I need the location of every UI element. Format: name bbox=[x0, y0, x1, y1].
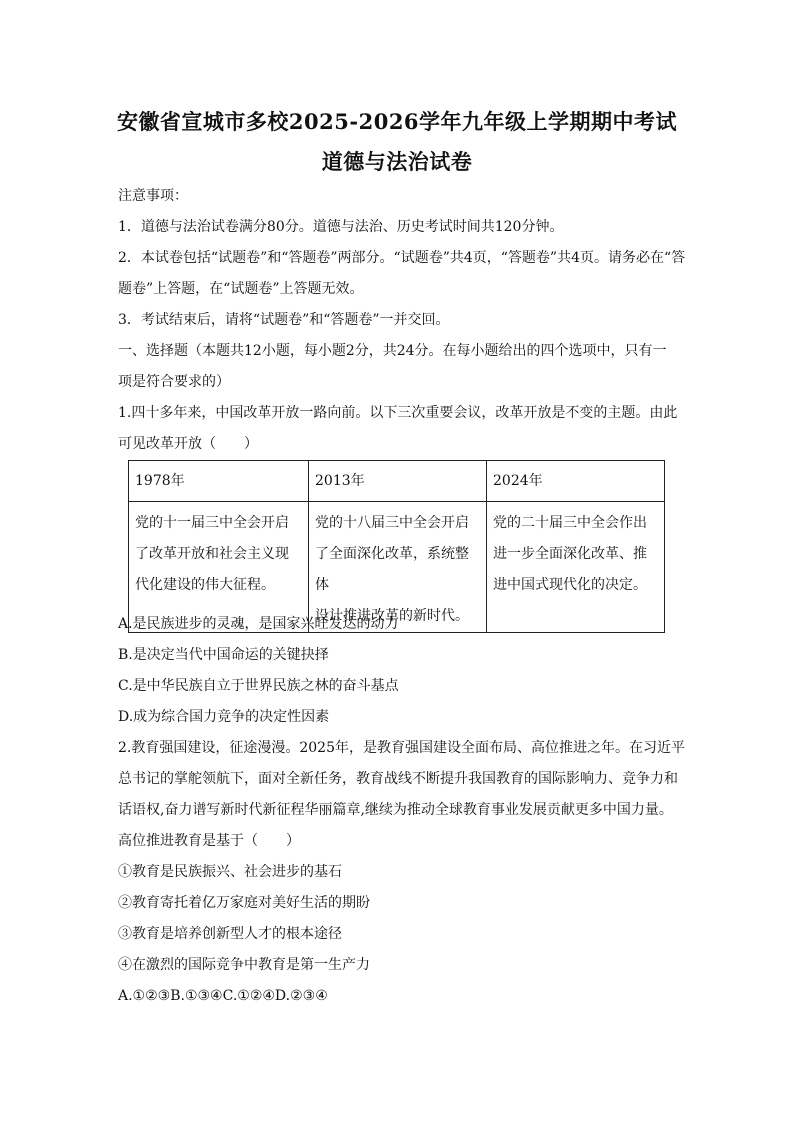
q1-stem-cont: 可见改革开放（ ） bbox=[118, 436, 258, 452]
exam-subtitle: 道德与法治试卷 bbox=[321, 149, 473, 174]
table-header-2013: 2013年 bbox=[309, 461, 487, 502]
q1-option-d: D.成为综合国力竞争的决定性因素 bbox=[118, 709, 330, 725]
q1-stem: 1.四十多年来，中国改革开放一路向前。以下三次重要会议，改革开放是不变的主题。由此 bbox=[118, 405, 678, 421]
q2-stem-cont: 话语权,奋力谱写新时代新征程华丽篇章,继续为推动全球教育事业发展贡献更多中国力量。 bbox=[118, 802, 673, 818]
notice-item-3: 3．考试结束后，请将“试题卷”和“答题卷”一并交回。 bbox=[118, 312, 450, 328]
q2-answer-options: A.①②③B.①③④C.①②④D.②③④ bbox=[118, 988, 328, 1004]
q2-stem-cont: 总书记的掌舵领航下，面对全新任务，教育战线不断提升我国教育的国际影响力、竞争力和 bbox=[118, 771, 678, 787]
q2-statement-1: ①教育是民族振兴、社会进步的基石 bbox=[118, 864, 342, 880]
table-header-row bbox=[129, 461, 665, 502]
q2-statement-4: ④在激烈的国际竞争中教育是第一生产力 bbox=[118, 957, 370, 973]
table-header-2024: 2024年 bbox=[487, 461, 665, 502]
q1-option-a: A.是民族进步的灵魂，是国家兴旺发达的动力 bbox=[118, 616, 399, 632]
notice-item-1: 1．道德与法治试卷满分80分。道德与法治、历史考试时间共120分钟。 bbox=[118, 219, 564, 235]
cell-line: 设计推进改革的新时代。 bbox=[315, 608, 469, 624]
q2-stem-cont: 高位推进教育是基于（ ） bbox=[118, 833, 300, 849]
section-heading-cont: 项是符合要求的） bbox=[118, 374, 230, 390]
table-header-1978: 1978年 bbox=[129, 461, 309, 502]
cell-line: 党的十八届三中全会开启 bbox=[315, 515, 469, 531]
cell-line: 代化建设的伟大征程。 bbox=[135, 577, 275, 593]
q1-option-c: C.是中华民族自立于世界民族之林的奋斗基点 bbox=[118, 678, 399, 694]
notice-heading: 注意事项： bbox=[118, 188, 188, 204]
exam-title: 安徽省宣城市多校2025-2026学年九年级上学期期中考试 bbox=[116, 109, 678, 134]
notice-item-2: 2．本试卷包括“试题卷”和“答题卷”两部分。“试题卷”共4页，“答题卷”共4页。请务必在“答 bbox=[118, 250, 686, 266]
cell-line: 了全面深化改革，系统整体 bbox=[315, 546, 469, 593]
section-heading: 一、选择题（本题共12小题，每小题2分，共24分。在每小题给出的四个选项中，只有一 bbox=[118, 343, 667, 359]
q2-statement-2: ②教育寄托着亿万家庭对美好生活的期盼 bbox=[118, 895, 370, 911]
cell-line: 党的二十届三中全会作出 bbox=[493, 515, 647, 531]
table-cell-1978 bbox=[129, 502, 309, 633]
table-cell-2013 bbox=[309, 502, 487, 633]
q1-table bbox=[128, 460, 665, 633]
q2-stem: 2.教育强国建设，征途漫漫。2025年，是教育强国建设全面布局、高位推进之年。在习近平 bbox=[118, 740, 685, 756]
table-row bbox=[129, 502, 665, 633]
q1-option-b: B.是决定当代中国命运的关键抉择 bbox=[118, 647, 329, 663]
cell-line: 了改革开放和社会主义现 bbox=[135, 546, 289, 562]
cell-line: 党的十一届三中全会开启 bbox=[135, 515, 289, 531]
cell-line: 进一步全面深化改革、推 bbox=[493, 546, 647, 562]
q2-statement-3: ③教育是培养创新型人才的根本途径 bbox=[118, 926, 342, 942]
table-cell-2024 bbox=[487, 502, 665, 633]
notice-item-2-cont: 题卷”上答题，在“试题卷”上答题无效。 bbox=[118, 281, 364, 297]
cell-line: 进中国式现代化的决定。 bbox=[493, 577, 647, 593]
